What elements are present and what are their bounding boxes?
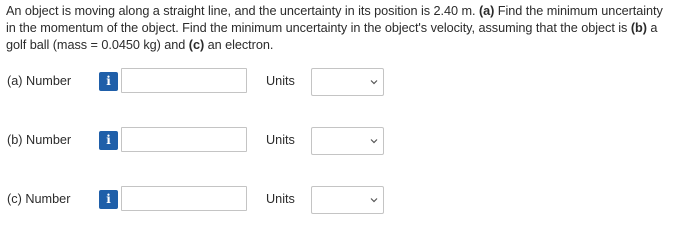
answer-row-c [0,186,674,214]
part-c-units-label: Units [266,192,295,206]
chevron-down-icon [370,196,378,204]
answer-row-b [0,127,674,155]
part-b-units-label: Units [266,133,295,147]
part-a-marker: (a) [478,4,495,18]
part-a-number-input[interactable] [121,68,247,93]
part-c-marker: (c) [188,38,205,52]
part-c-number-label: (c) Number [7,192,71,206]
info-icon[interactable]: i [99,131,118,150]
part-a-number-label: (a) Number [7,74,72,88]
part-c-units-select[interactable] [311,186,384,214]
info-icon[interactable]: i [99,190,118,209]
question-sentence-1: An object is moving along a straight line, and the uncertainty in its position is 2.40 m. [6,4,479,18]
part-a-units-select[interactable] [311,68,384,96]
answer-row-a [0,68,674,96]
part-b-number-label: (b) Number [7,133,72,147]
part-b-units-select[interactable] [311,127,384,155]
part-b-number-input[interactable] [121,127,247,152]
chevron-down-icon [370,137,378,145]
question-sentence-3: a golf ball (mass = 0.0450 kg) and [6,21,658,52]
info-icon[interactable]: i [99,72,118,91]
part-a-units-label: Units [266,74,295,88]
chevron-down-icon [370,78,378,86]
question-text [6,3,674,54]
question-sentence-4: an electron. [204,38,274,52]
part-b-marker: (b) [630,21,647,35]
question-sentence-2: Find the minimum uncertainty in the momentum of the object. Find the minimum uncertainty in the object's velocity, assuming that the object is [6,4,663,35]
part-c-number-input[interactable] [121,186,247,211]
